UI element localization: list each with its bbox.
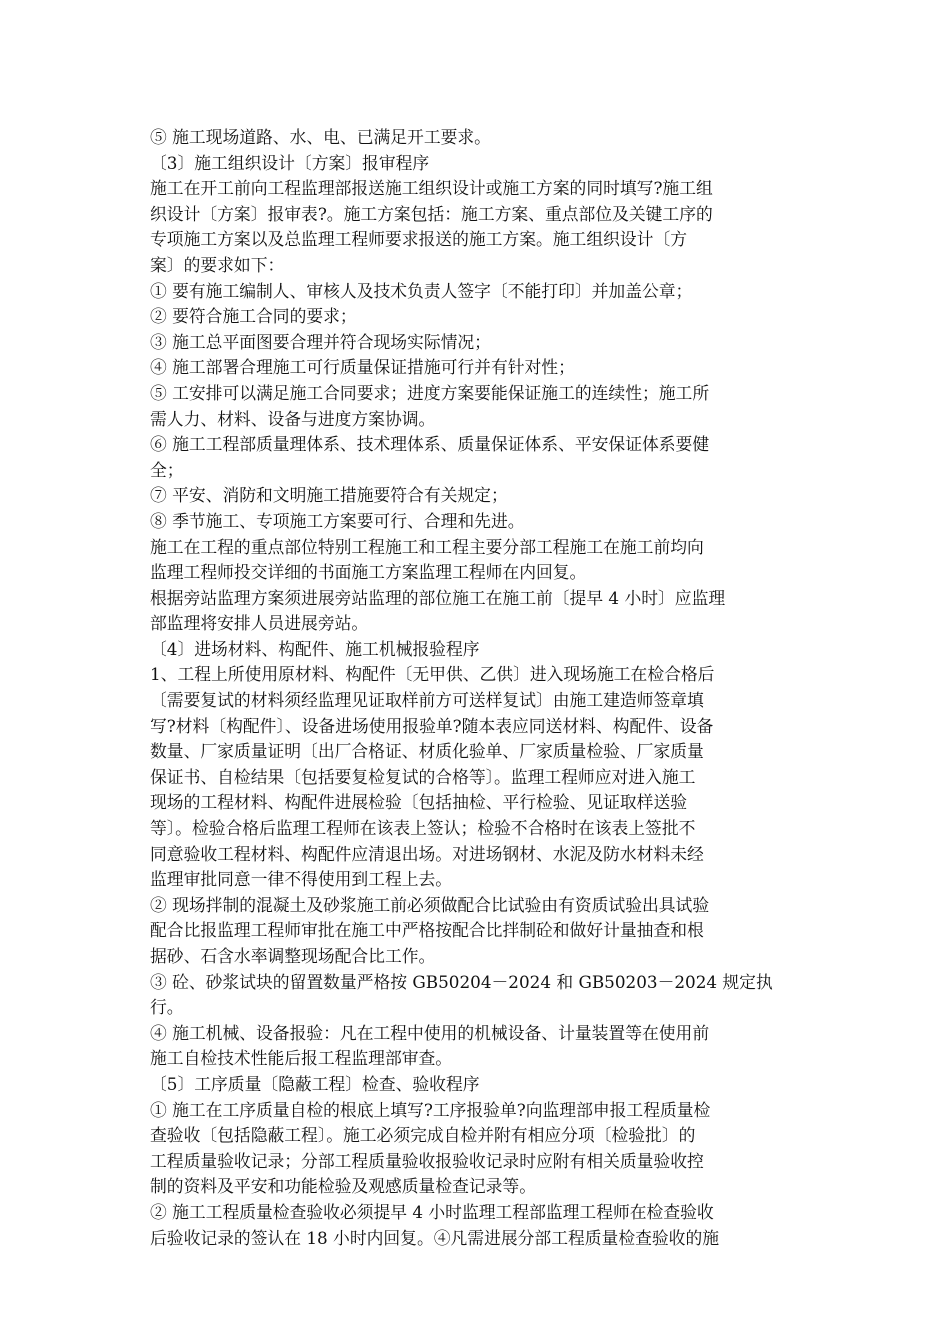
text-line: 监理工程师投交详细的书面施工方案监理工程师在内回复。 (150, 562, 587, 583)
text-line: 织设计〔方案〕报审表?。施工方案包括：施工方案、重点部位及关键工序的 (150, 203, 713, 224)
text-line: 制的资料及平安和功能检验及观感质量检查记录等。 (150, 1176, 536, 1197)
text-line: 监理审批同意一律不得使用到工程上去。 (150, 869, 453, 890)
section-heading: 〔5〕工序质量〔隐蔽工程〕检查、验收程序 (150, 1073, 480, 1094)
text-line: 据砂、石含水率调整现场配合比工作。 (150, 946, 436, 966)
text-line: 施工在工程的重点部位特别工程施工和工程主要分部工程施工在施工前均向 (150, 536, 704, 557)
text-line: 全； (150, 459, 184, 480)
list-item: 1、工程上所使用原材料、构配件〔无甲供、乙供〕进入现场施工在检合格后 (150, 664, 715, 685)
list-item: ② 要符合施工合同的要求； (150, 306, 357, 327)
text-line: 〔需要复试的材料须经监理见证取样前方可送样复试〕由施工建造师签章填 (150, 690, 704, 711)
list-item: ③ 砼、砂浆试块的留置数量严格按 GB50204－2024 和 GB50203－2024 规定执 (150, 971, 773, 992)
text-line: 需人力、材料、设备与进度方案协调。 (150, 408, 436, 429)
text-line: 保证书、自检结果〔包括要复检复试的合格等〕。监理工程师应对进入施工 (150, 766, 696, 787)
list-item: ⑦ 平安、消防和文明施工措施要符合有关规定； (150, 485, 508, 506)
text-line: 施工在开工前向工程监理部报送施工组织设计或施工方案的同时填写?施工组 (150, 178, 713, 199)
text-line: 配合比报监理工程师审批在施工中严格按配合比拌制砼和做好计量抽查和根 (150, 920, 704, 941)
section-heading: 〔4〕进场材料、构配件、施工机械报验程序 (150, 638, 480, 659)
text-line: 数量、厂家质量证明〔出厂合格证、材质化验单、厂家质量检验、厂家质量 (150, 741, 704, 762)
text-line: ⑤ 施工现场道路、水、电、已满足开工要求。 (150, 127, 491, 147)
list-item: ② 施工工程质量检查验收必须提早 4 小时监理工程部监理工程师在检查验收 (150, 1201, 714, 1222)
text-line: 施工自检技术性能后报工程监理部审查。 (150, 1048, 453, 1069)
text-line: 案〕的要求如下： (150, 254, 285, 275)
text-line: 工程质量验收记录；分部工程质量验收报验收记录时应附有相关质量验收控 (150, 1150, 704, 1171)
list-item: ③ 施工总平面图要合理并符合现场实际情况； (150, 331, 491, 352)
list-item: ① 要有施工编制人、审核人及技术负责人签字〔不能打印〕并加盖公章； (150, 280, 693, 301)
text-line: 专项施工方案以及总监理工程师要求报送的施工方案。施工组织设计〔方 (150, 229, 688, 250)
text-line: 等〕。检验合格后监理工程师在该表上签认；检验不合格时在该表上签批不 (150, 818, 696, 839)
text-line: 部监理将安排人员进展旁站。 (150, 613, 369, 634)
document-body (150, 125, 805, 1251)
list-item: ⑤ 工安排可以满足施工合同要求；进度方案要能保证施工的连续性；施工所 (150, 382, 710, 403)
list-item: ⑥ 施工工程部质量理体系、技术理体系、质量保证体系、平安保证体系要健 (150, 434, 710, 455)
text-line: 现场的工程材料、构配件进展检验〔包括抽检、平行检验、见证取样送验 (150, 792, 688, 813)
text-line: 写?材料〔构配件〕、设备进场使用报验单?随本表应同送材料、构配件、设备 (150, 715, 714, 736)
text-line: 查验收〔包括隐蔽工程〕。施工必须完成自检并附有相应分项〔检验批〕的 (150, 1125, 696, 1146)
list-item: ④ 施工部署合理施工可行质量保证措施可行并有针对性； (150, 357, 575, 378)
list-item: ⑧ 季节施工、专项施工方案要可行、合理和先进。 (150, 510, 525, 531)
text-line: 根据旁站监理方案须进展旁站监理的部位施工在施工前〔提早 4 小时〕应监理 (150, 587, 726, 608)
section-heading: 〔3〕施工组织设计〔方案〕报审程序 (150, 152, 430, 173)
list-item: ② 现场拌制的混凝土及砂浆施工前必须做配合比试验由有资质试验出具试验 (150, 894, 710, 915)
text-line: 行。 (150, 997, 184, 1018)
text-line: 后验收记录的签认在 18 小时内回复。④凡需进展分部工程质量检查验收的施 (150, 1227, 720, 1248)
list-item: ④ 施工机械、设备报验：凡在工程中使用的机械设备、计量装置等在使用前 (150, 1022, 710, 1043)
list-item: ① 施工在工序质量自检的根底上填写?工序报验单?向监理部申报工程质量检 (150, 1099, 711, 1120)
text-line: 同意验收工程材料、构配件应清退出场。对进场钢材、水泥及防水材料未经 (150, 843, 704, 864)
